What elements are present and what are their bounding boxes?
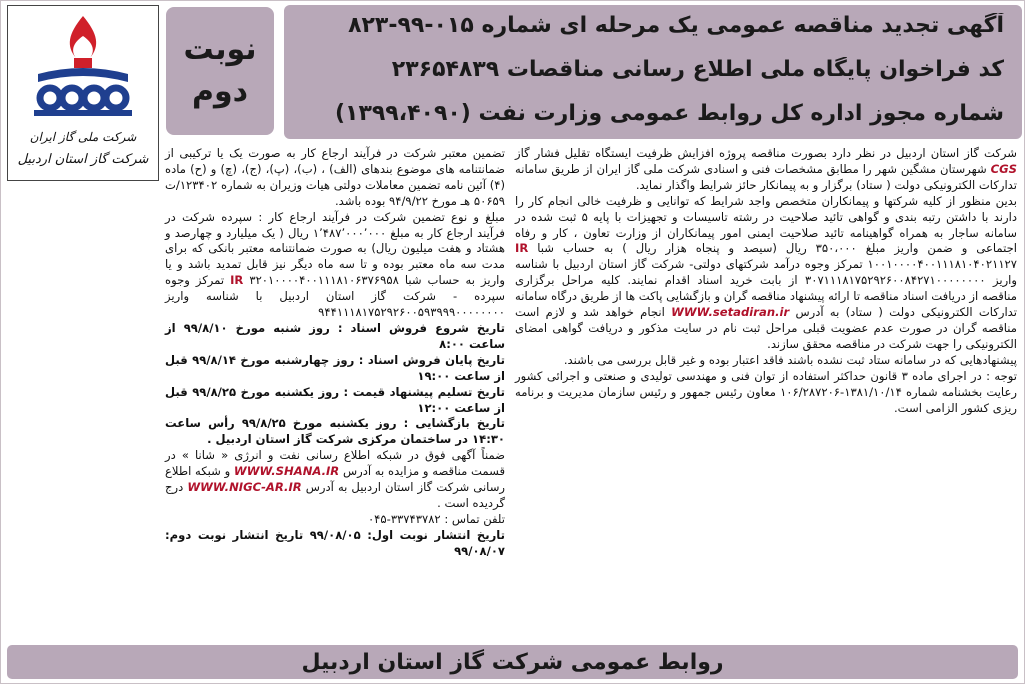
contact-phone: تلفن تماس : ۳۳۷۴۳۷۸۲-۰۴۵ bbox=[367, 511, 505, 526]
logo-caption-nigc: شرکت ملی گاز ایران bbox=[29, 130, 137, 144]
paragraph-deposit bbox=[165, 210, 505, 321]
nigc-ar-url: WWW.NIGC-AR.IR bbox=[187, 480, 302, 495]
footer-label: روابط عمومی شرکت گاز استان اردبیل bbox=[301, 649, 724, 675]
iban-prefix-2: IR bbox=[230, 273, 244, 288]
paragraph-publication bbox=[165, 448, 505, 512]
date-submission: تاریخ تسلیم پیشنهاد قیمت : روز یکشنبه مورخ ۹۹/۸/۲۵ قبل از ساعت ۱۲:۰۰ bbox=[165, 384, 505, 415]
intro-text-cont: شهرستان مشگین شهر را مطابق مشخصات فنی و اسنادی شرکت ملی گاز ایران از طریق سامانه تدارکات الکترونیکی دولت ( ستاد) برگزار و به پیمانکار حائز شرایط واگذار نماید. bbox=[515, 161, 1017, 192]
date-sale-start: تاریخ شروع فروش اسناد : روز شنبه مورخ ۹۹/۸/۱۰ از ساعت ۸:۰۰ bbox=[165, 320, 506, 351]
badge-word-2: دوم bbox=[191, 74, 249, 109]
publication-text-cont: و شبکه اطلاع رسانی شرکت گاز استان اردبیل به آدرس bbox=[165, 464, 506, 495]
date-opening: تاریخ بازگشایی : روز یکشنبه مورخ ۹۹/۸/۲۵ رأس ساعت ۱۴:۳۰ در ساختمان مرکزی شرکت گاز استان اردبیل . bbox=[165, 416, 505, 447]
paragraph-note: توجه : در اجرای ماده ۳ قانون حداکثر استفاده از توان فنی و مهندسی تولیدی و صنعتی و اجرائی کشور رعایت بخشنامه شماره ۱۳۸۱/۱۰/۱۴-۱۰۶/۲۸۷۲۰۶ معاون رئیس جمهور و رئیس سازمان مدیریت و برنامه ریزی کشور الزامی است. bbox=[515, 368, 1017, 415]
requirements-text-end: انجام خواهد شد و لازم است مناقصه گران در صورت عدم عضویت قبلی مراحل ثبت نام در سایت مذکور و دریافت گواهی امضای الکترونیکی را جهت شرکت در مناقصه محقق سازند. bbox=[515, 305, 1017, 351]
body-left-column bbox=[165, 146, 505, 560]
paragraph-intro bbox=[515, 146, 1017, 194]
setad-url: WWW.setadiran.ir bbox=[671, 305, 790, 320]
paragraph-validity: پیشنهادهایی که در سامانه ستاد ثبت نشده باشند فاقد اعتبار بوده و غیر قابل بررسی می باشند. bbox=[563, 352, 1017, 367]
requirements-text: بدین منظور از کلیه شرکتها و پیمانکاران متخصص واجد شرایط که توانایی و ظرفیت خالی انجام کار را دارند با داشتن رتبه بندی و گواهی تائید صلاحیت در رشته تاسیسات و تجهیزات با پایه ۵ ثبت شده در سامانه ساجار به همراه گواهینامه تائید صلاحیت ایمنی امور پیمانکاران از وزارت تعاون ، کار و رفاه اجتماعی و ضمن واریز مبلغ ۳۵۰،۰۰۰ ریال (سیصد و پنجاه هزار ریال ) به حساب شبا bbox=[515, 193, 1017, 256]
round-badge bbox=[166, 7, 274, 135]
title-line-1: آگهی تجدید مناقصه عمومی یک مرحله ای شماره ۰۱۵-۹۹-۸۲۳ bbox=[348, 13, 1004, 38]
publication-dates: تاریخ انتشار نوبت اول: ۹۹/۰۸/۰۵ تاریخ انتشار نوبت دوم: ۹۹/۰۸/۰۷ bbox=[165, 527, 505, 558]
publication-text-end: درج گردیده است . bbox=[165, 480, 505, 510]
title-line-2: کد فراخوان پایگاه ملی اطلاع رسانی مناقصات ۲۳۶۵۴۸۳۹ bbox=[391, 57, 1004, 82]
title-line-3: شماره مجوز اداره کل روابط عمومی وزارت نفت (۱۳۹۹،۴۰۹۰) bbox=[334, 101, 1004, 126]
nigc-flame-icon bbox=[26, 12, 140, 124]
iban-prefix: IR bbox=[515, 241, 529, 256]
badge-word-1: نوبت bbox=[183, 32, 257, 67]
logo-caption-ardabil: شرکت گاز استان اردبیل bbox=[17, 152, 149, 167]
date-sale-end: تاریخ پایان فروش اسناد : روز چهارشنبه مورخ ۹۹/۸/۱۴ قبل از ساعت ۱۹:۰۰ bbox=[165, 352, 505, 383]
company-logo bbox=[7, 5, 159, 181]
publication-text: ضمناً آگهی فوق در شبکه اطلاع رسانی نفت و انرژی « شانا » در قسمت مناقصه و مزایده به آدرس bbox=[165, 448, 506, 479]
paragraph-guarantee: تضمین معتبر شرکت در فرآیند ارجاع کار به صورت یک یا ترکیبی از ضمانتنامه های موضوع بندهای (الف) ، (ب)، (پ)، (ج)، (چ) و (ح) ماده (۴) آئین نامه تضمین معاملات دولتی هیات وزیران به شماره ۱۲۳۴۰۲/ت ۵۰۶۵۹ هـ مورخ ۹۴/۹/۲۲ بوده باشد. bbox=[165, 146, 505, 208]
requirements-text-cont: ۱۰۰۱۰۰۰۰۴۰۰۱۱۱۸۱۰۴۰۲۱۱۲۷ تمرکز وجوه درآمد شرکتهای دولتی- شرکت گاز استان اردبیل با شناسه واریز ۳۰۷۱۱۱۸۱۷۵۲۹۲۶۰۰۸۴۲۷۱۰۰۰۰۰۰۰۰ از بابت خرید اسناد اقدام نمایند. کلیه مراحل برگزاری مناقصه از دریافت اسناد مناقصه تا ارائه پیشنهاد مناقصه گران و بازگشایی پاکت ها از طریق درگاه سامانه تدارکات الکترونیکی دولت ( ستاد) به آدرس bbox=[515, 257, 1017, 320]
shana-url: WWW.SHANA.IR bbox=[233, 464, 340, 479]
footer-band bbox=[7, 645, 1018, 679]
paragraph-requirements bbox=[515, 194, 1017, 353]
intro-text: شرکت گاز استان اردبیل در نظر دارد بصورت مناقصه پروژه افزایش ظرفیت ایستگاه تقلیل فشار گاز bbox=[515, 146, 1017, 160]
cgs-term: CGS bbox=[990, 161, 1017, 176]
deposit-text: مبلغ و نوع تضمین شرکت در فرآیند ارجاع کار : سپرده شرکت در فرآیند ارجاع کار به مبلغ ۱٬۴۸۷٬۰۰۰٬۰۰۰ ریال ( یک میلیارد و چهارصد و هشتاد و هفت میلیون ریال) به صورت ضمانتنامه معتبر بانکی که برای مدت سه ماه معتبر بوده و تا سه ماه دیگر نیز قابل تمدید باشد و یا واریز به حساب شبا bbox=[165, 209, 506, 288]
header-band bbox=[284, 5, 1022, 139]
body-right-column bbox=[515, 146, 1017, 416]
deposit-text-cont: ۳۲۰۱۰۰۰۰۴۰۰۱۱۱۸۱۰۶۳۷۶۹۵۸ تمرکز وجوه سپرده - شرکت گاز استان اردبیل با شناسه واریز ۹۴۴۱۱۱۸۱۷۵۲۹۲۶۰۰۵۹۳۹۹۹۰۰۰۰۰۰۰۰ bbox=[165, 273, 505, 320]
